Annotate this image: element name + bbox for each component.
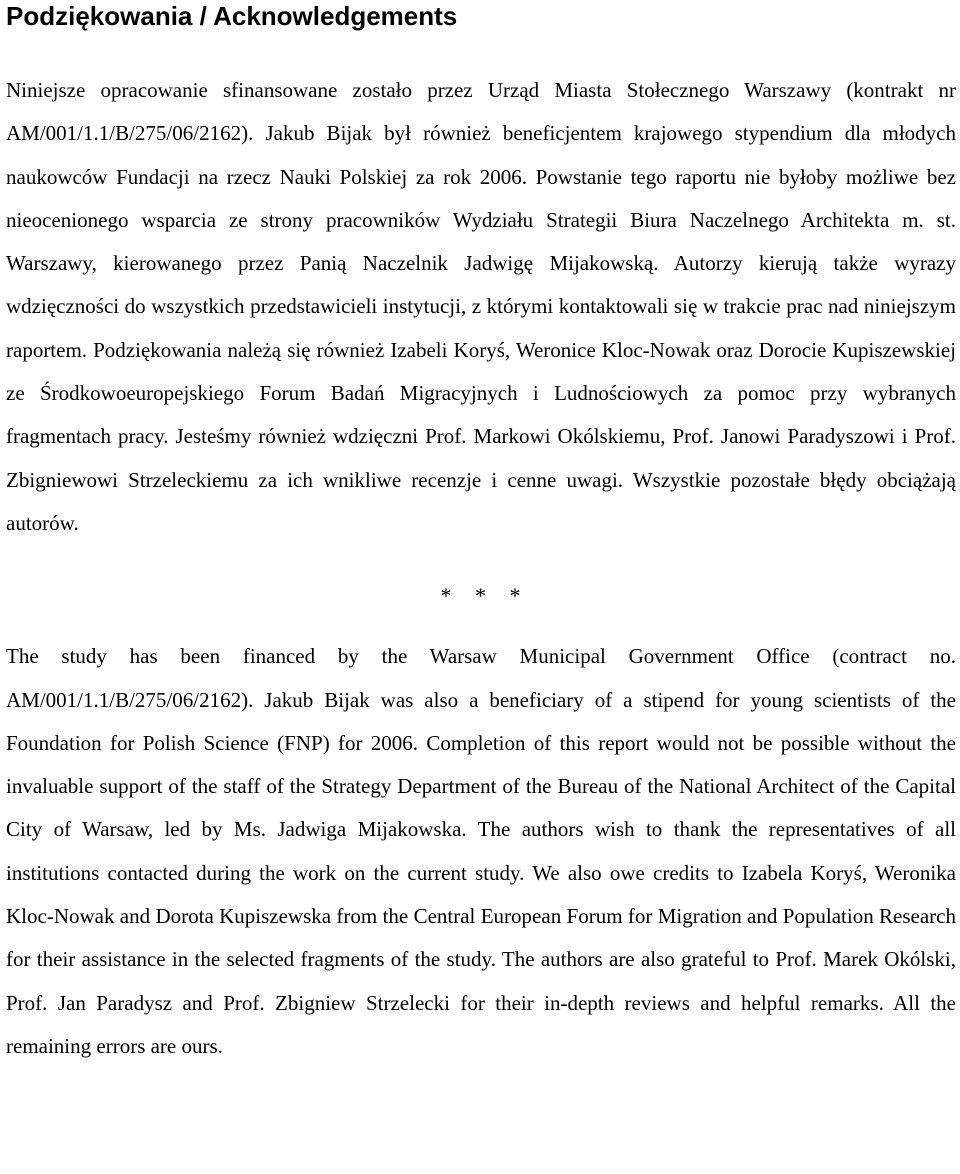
- section-separator: * * *: [440, 583, 530, 609]
- document-page: [6, 0, 956, 1068]
- acknowledgements-paragraph-english: The study has been financed by the Warsaw Municipal Government Office (contract no. AM/001/1.1/B/275/06/2162). Jakub Bijak was also a beneficiary of a stipend for young scientists of the Foundation for Polish Science (FNP) for 2006. Completion of this report would not be possible without the invaluable support of the staff of the Strategy Department of the Bureau of the National Architect of the Capital City of Warsaw, led by Ms. Jadwiga Mijakowska. The authors wish to thank the representatives of all institutions contacted during the work on the current study. We also owe credits to Izabela Koryś, Weronika Kloc-Nowak and Dorota Kupiszewska from the Central European Forum for Migration and Population Research for their assistance in the selected fragments of the study. The authors are also grateful to Prof. Marek Okólski, Prof. Jan Paradysz and Prof. Zbigniew Strzelecki for their in-depth reviews and helpful remarks. All the remaining errors are ours.: [6, 644, 956, 1058]
- acknowledgements-paragraph-polish: Niniejsze opracowanie sfinansowane zostało przez Urząd Miasta Stołecznego Warszawy (kontrakt nr AM/001/1.1/B/275/06/2162). Jakub Bijak był również beneficjentem krajowego stypendium dla młodych naukowców Fundacji na rzecz Nauki Polskiej za rok 2006. Powstanie tego raportu nie byłoby możliwe bez nieocenionego wsparcia ze strony pracowników Wydziału Strategii Biura Naczelnego Architekta m. st. Warszawy, kierowanego przez Panią Naczelnik Jadwigę Mijakowską. Autorzy kierują także wyrazy wdzięczności do wszystkich przedstawicieli instytucji, z którymi kontaktowali się w trakcie prac nad niniejszym raportem. Podziękowania należą się również Izabeli Koryś, Weronice Kloc-Nowak oraz Dorocie Kupiszewskiej ze Środkowoeuropejskiego Forum Badań Migracyjnych i Ludnościowych za pomoc przy wybranych fragmentach pracy. Jesteśmy również wdzięczni Prof. Markowi Okólskiemu, Prof. Janowi Paradyszowi i Prof. Zbigniewowi Strzeleckiemu za ich wnikliwe recenzje i cenne uwagi. Wszystkie pozostałe błędy obciążają autorów.: [6, 78, 956, 535]
- page-title: Podziękowania / Acknowledgements: [6, 1, 458, 31]
